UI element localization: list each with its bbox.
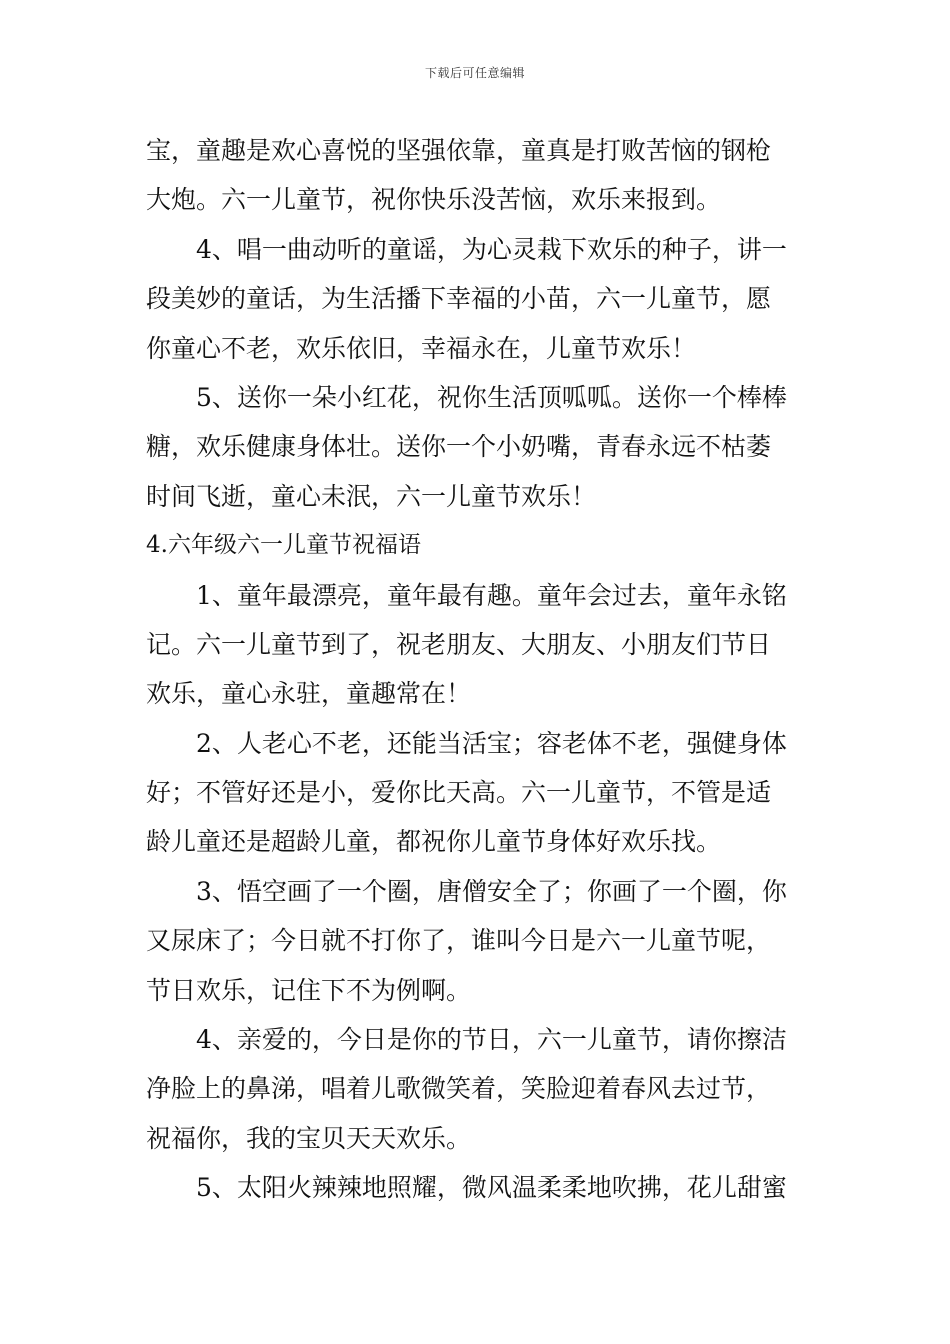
text-line: 段美妙的童话，为生活播下幸福的小苗，六一儿童节，愿 [146, 284, 772, 314]
paragraph-start: 1、童年最漂亮，童年最有趣。童年会过去，童年永铭 [196, 580, 787, 610]
text-line: 龄儿童还是超龄儿童，都祝你儿童节身体好欢乐找。 [146, 827, 722, 857]
paragraph-start: 4、亲爱的，今日是你的节日，六一儿童节，请你擦洁 [196, 1025, 787, 1055]
text-line: 祝福你，我的宝贝天天欢乐。 [146, 1123, 472, 1153]
text-line: 好；不管好还是小，爱你比天高。六一儿童节，不管是适 [146, 778, 772, 808]
text-line: 节日欢乐，记住下不为例啊。 [146, 975, 472, 1005]
text-line: 时间飞逝，童心未泯，六一儿童节欢乐！ [146, 481, 597, 511]
paragraph-start: 2、人老心不老，还能当活宝；容老体不老，强健身体 [196, 728, 787, 758]
section-heading: 4.六年级六一儿童节祝福语 [146, 532, 421, 559]
text-line: 记。六一儿童节到了，祝老朋友、大朋友、小朋友们节日 [146, 629, 772, 659]
text-line: 你童心不老，欢乐依旧，幸福永在，儿童节欢乐！ [146, 333, 697, 363]
text-line: 糖，欢乐健康身体壮。送你一个小奶嘴，青春永远不枯萎 [146, 432, 772, 462]
paragraph-start: 5、太阳火辣辣地照耀，微风温柔柔地吹拂，花儿甜蜜 [196, 1173, 787, 1203]
text-line: 净脸上的鼻涕，唱着儿歌微笑着，笑脸迎着春风去过节， [146, 1074, 772, 1104]
paragraph-start: 3、悟空画了一个圈，唐僧安全了；你画了一个圈，你 [196, 876, 787, 906]
paragraph-start: 5、送你一朵小红花，祝你生活顶呱呱。送你一个棒棒 [196, 382, 787, 412]
page-header: 下载后可任意编辑 [424, 66, 525, 80]
paragraph-start: 4、唱一曲动听的童谣，为心灵栽下欢乐的种子，讲一 [196, 234, 787, 264]
text-line: 欢乐，童心永驻，童趣常在！ [146, 679, 472, 709]
text-line: 又尿床了；今日就不打你了，谁叫今日是六一儿童节呢， [146, 926, 772, 956]
document-body [146, 126, 808, 1213]
text-line: 宝，童趣是欢心喜悦的坚强依靠，童真是打败苦恼的钢枪 [146, 136, 772, 165]
text-line: 大炮。六一儿童节，祝你快乐没苦恼，欢乐来报到。 [146, 185, 722, 215]
